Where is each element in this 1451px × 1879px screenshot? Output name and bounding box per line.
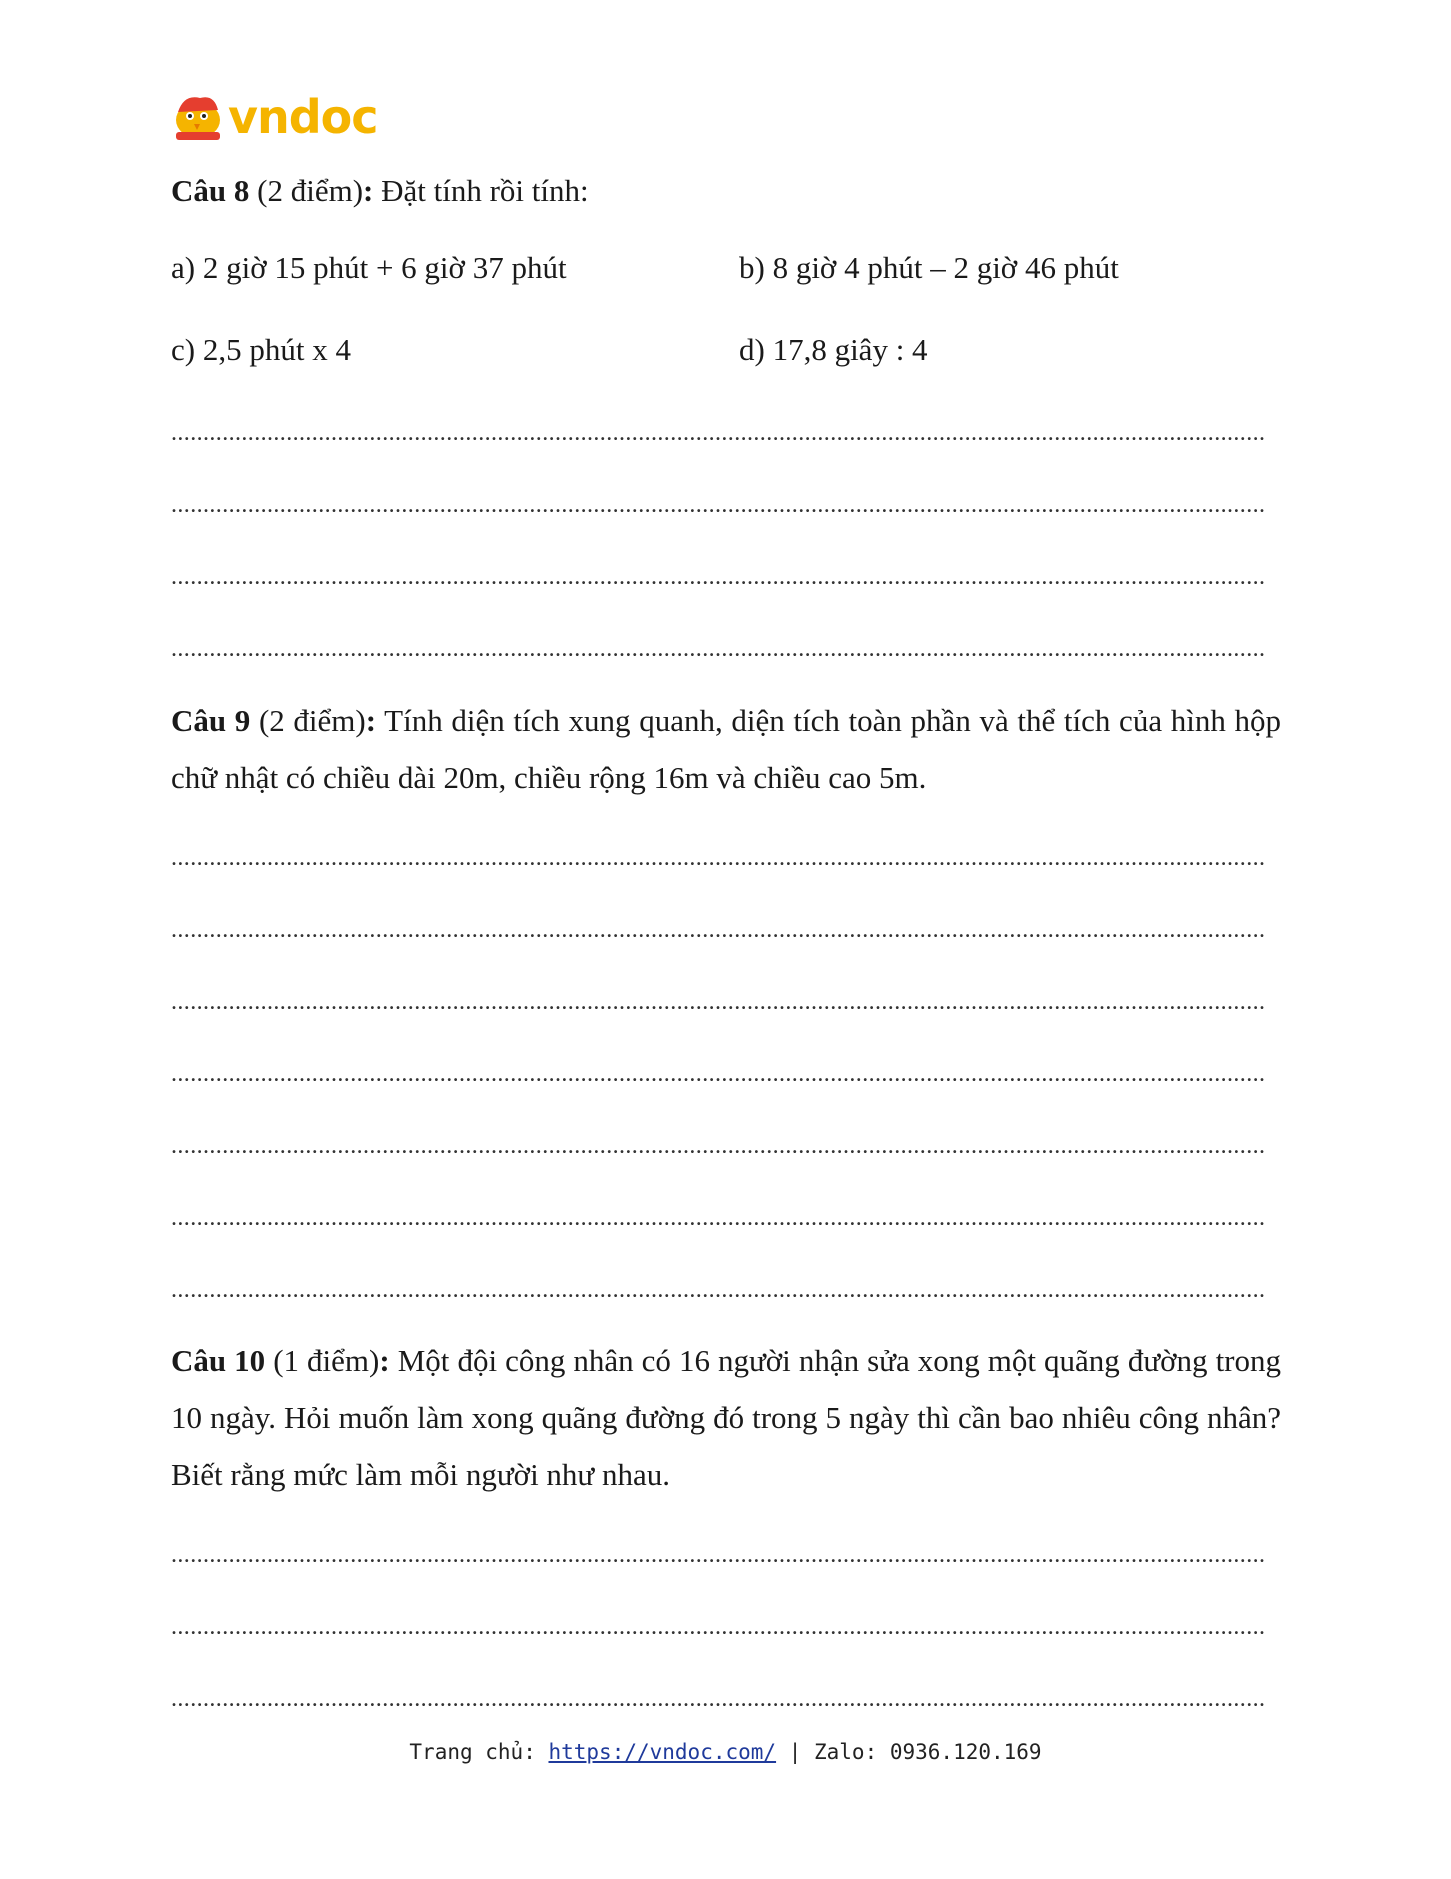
mascot-icon [176, 97, 220, 140]
q8-label: Câu 8 [171, 173, 250, 208]
footer-separator: | [776, 1740, 814, 1764]
q8-colon: : [363, 173, 374, 208]
answer-line [171, 1614, 1267, 1644]
answer-line [171, 1277, 1267, 1307]
q8-row-ab [171, 250, 1281, 290]
q8-points: (2 điểm) [257, 173, 364, 208]
q8-item-b: b) 8 giờ 4 phút – 2 giờ 46 phút [739, 250, 1119, 285]
question-10 [171, 1332, 1281, 1503]
q8-row-cd [171, 332, 1281, 372]
answer-line [171, 1061, 1267, 1091]
question-8-title [171, 162, 1281, 219]
vndoc-logo [170, 86, 410, 146]
logo-wordmark: vndoc [228, 90, 378, 144]
q10-points: (1 điểm) [273, 1343, 380, 1378]
answer-line [171, 917, 1267, 947]
footer-prefix: Trang chủ: [409, 1740, 549, 1764]
answer-line [171, 1205, 1267, 1235]
answer-line [171, 1542, 1267, 1572]
question-9 [171, 692, 1281, 806]
q8-item-a: a) 2 giờ 15 phút + 6 giờ 37 phút [171, 250, 567, 285]
answer-line [171, 420, 1267, 450]
q10-colon: : [379, 1343, 390, 1378]
homepage-link[interactable]: https://vndoc.com/ [548, 1740, 777, 1764]
q9-text: Tính diện tích xung quanh, diện tích toàn phần và thể tích của hình hộp chữ nhật có chiều dài 20m, chiều rộng 16m và chiều cao 5m. [171, 703, 1281, 795]
answer-line [171, 1133, 1267, 1163]
q10-label: Câu 10 [171, 1343, 266, 1378]
q9-label: Câu 9 [171, 703, 251, 738]
footer-zalo: Zalo: 0936.120.169 [814, 1740, 1042, 1764]
q9-points: (2 điểm) [258, 703, 366, 738]
q8-prompt: Đặt tính rồi tính: [373, 173, 589, 208]
q10-text: Một đội công nhân có 16 người nhận sửa xong một quãng đường trong 10 ngày. Hỏi muốn làm xong quãng đường đó trong 5 ngày thì cần bao nhiêu công nhân? Biết rằng mức làm mỗi người như nhau. [171, 1343, 1282, 1492]
answer-line [171, 1686, 1267, 1716]
answer-line [171, 845, 1267, 875]
answer-line [171, 492, 1267, 522]
answer-line [171, 989, 1267, 1019]
page-footer [0, 1740, 1451, 1764]
q8-item-d: d) 17,8 giây : 4 [739, 332, 928, 367]
q9-colon: : [365, 703, 377, 738]
answer-line [171, 564, 1267, 594]
q8-item-c: c) 2,5 phút x 4 [171, 332, 351, 367]
answer-line [171, 636, 1267, 666]
